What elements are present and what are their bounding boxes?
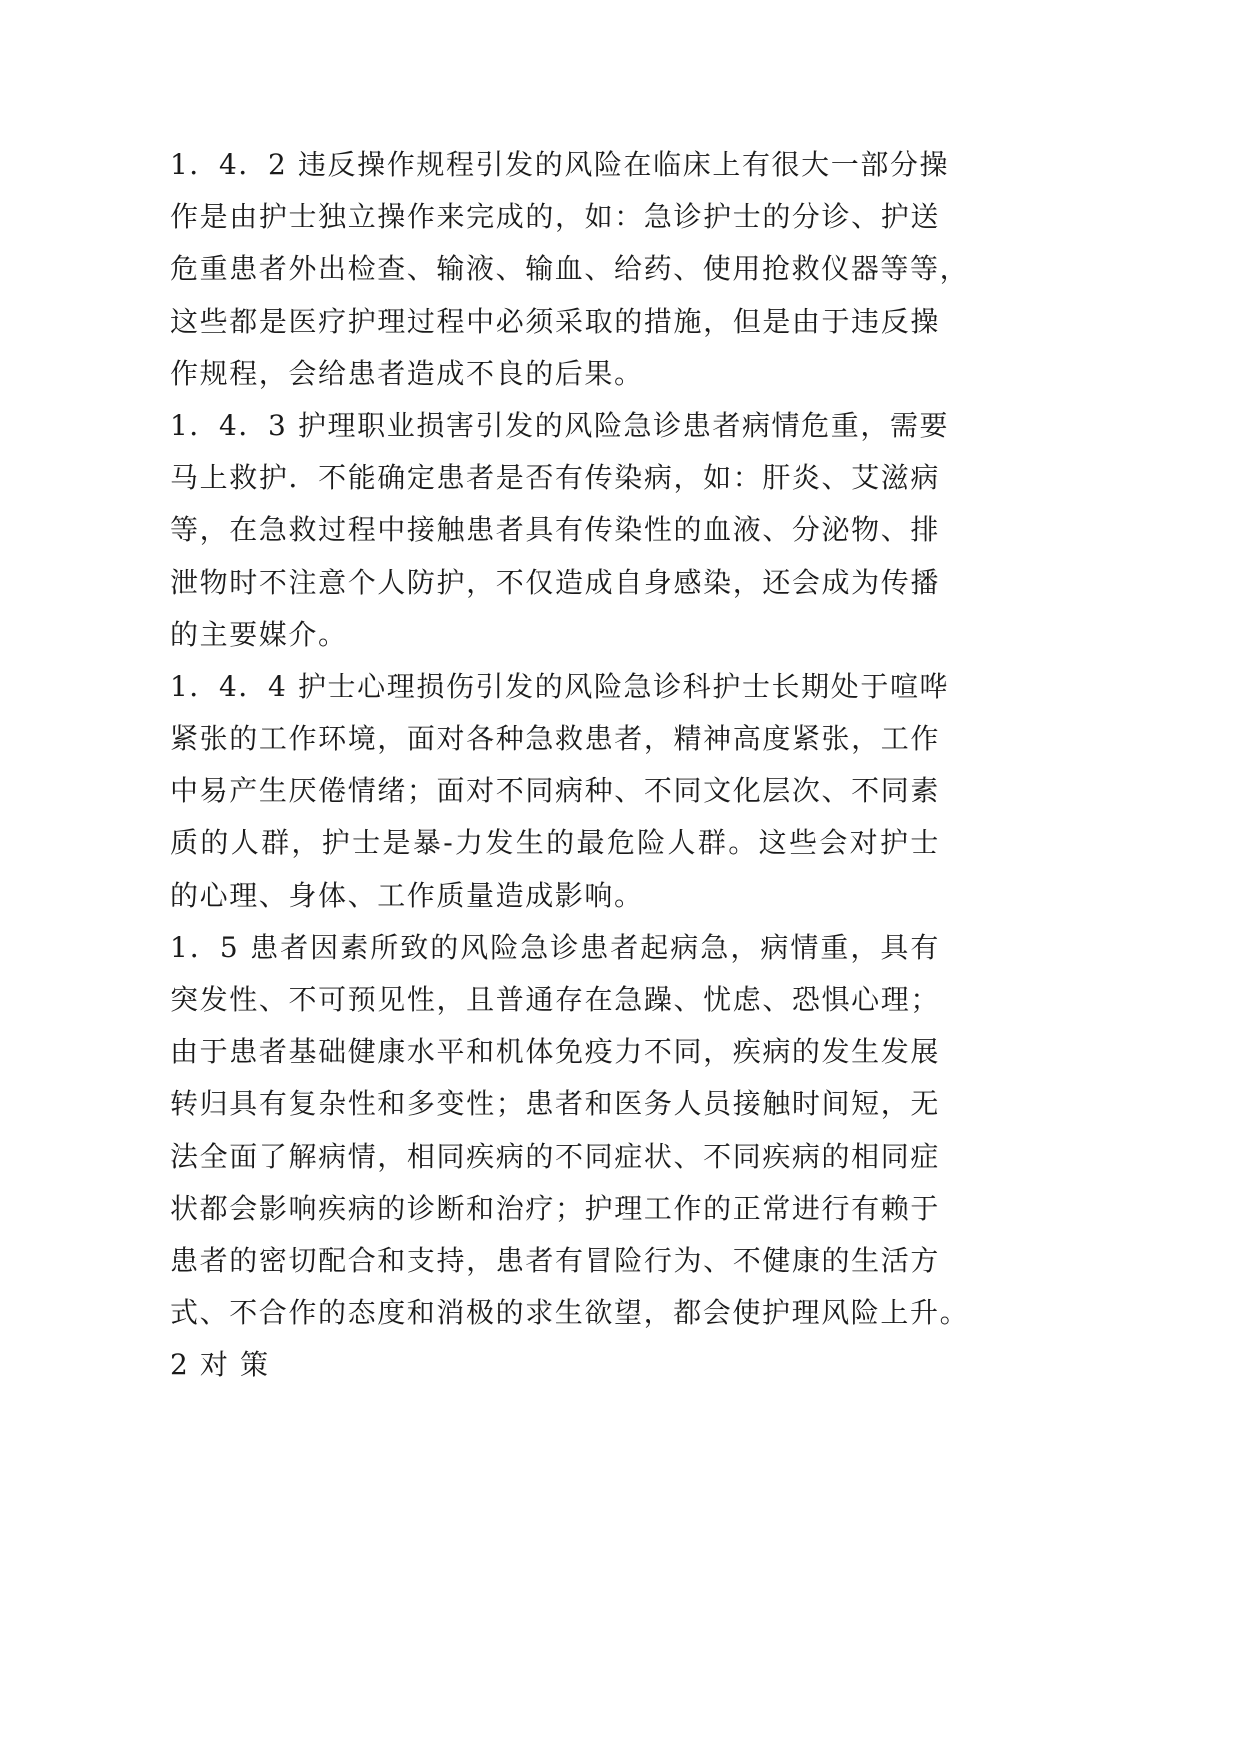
text-line: 作规程，会给患者造成不良的后果。 (170, 356, 644, 390)
text-line: 紧张的工作环境，面对各种急救患者，精神高度紧张，工作 (170, 722, 940, 756)
text-line: 法全面了解病情，相同疾病的不同症状、不同疾病的相同症 (170, 1139, 940, 1173)
text-line: 这些都是医疗护理过程中必须采取的措施，但是由于违反操 (170, 304, 940, 338)
section-heading: 2 对 策 (170, 1348, 270, 1382)
text-line: 1．4．3 护理职业损害引发的风险急诊患者病情危重，需要 (170, 408, 950, 442)
text-line: 的主要媒介。 (170, 617, 348, 651)
text-line: 1．4．2 违反操作规程引发的风险在临床上有很大一部分操 (170, 148, 950, 181)
text-line: 转归具有复杂性和多变性；患者和医务人员接触时间短，无 (170, 1087, 940, 1121)
document-body (170, 139, 970, 1392)
text-line: 等，在急救过程中接触患者具有传染性的血液、分泌物、排 (170, 513, 940, 547)
text-line: 式、不合作的态度和消极的求生欲望，都会使护理风险上升。 (170, 1296, 970, 1330)
text-line: 中易产生厌倦情绪；面对不同病种、不同文化层次、不同素 (170, 774, 940, 808)
text-line: 状都会影响疾病的诊断和治疗；护理工作的正常进行有赖于 (170, 1191, 940, 1225)
text-line: 患者的密切配合和支持，患者有冒险行为、不健康的生活方 (170, 1243, 940, 1277)
text-line: 由于患者基础健康水平和机体免疫力不同，疾病的发生发展 (170, 1035, 940, 1069)
text-line: 质的人群，护士是暴-力发生的最危险人群。这些会对护士 (170, 826, 940, 860)
text-line: 泄物时不注意个人防护，不仅造成自身感染，还会成为传播 (170, 565, 940, 599)
text-line: 突发性、不可预见性，且普通存在急躁、忧虑、恐惧心理； (170, 983, 940, 1016)
text-line: 马上救护．不能确定患者是否有传染病，如：肝炎、艾滋病 (170, 461, 940, 495)
text-line: 危重患者外出检查、输液、输血、给药、使用抢救仪器等等， (170, 252, 970, 286)
text-line: 1．4．4 护士心理损伤引发的风险急诊科护士长期处于喧哗 (170, 669, 950, 703)
text-line: 的心理、身体、工作质量造成影响。 (170, 878, 644, 912)
text-line: 1．5 患者因素所致的风险急诊患者起病急，病情重，具有 (170, 930, 940, 964)
text-line: 作是由护士独立操作来完成的，如：急诊护士的分诊、护送 (170, 200, 940, 234)
